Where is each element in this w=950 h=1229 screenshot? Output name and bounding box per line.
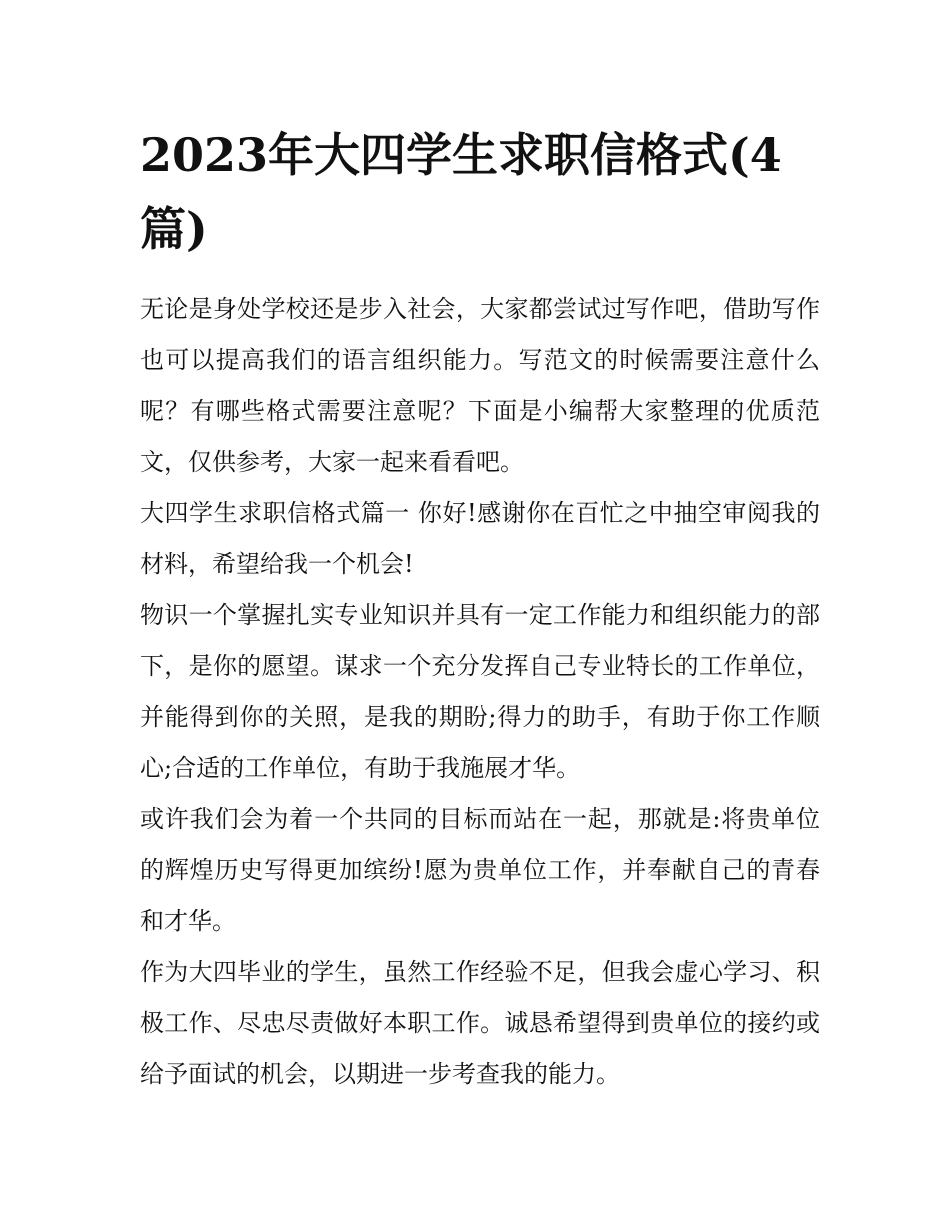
greeting-paragraph: 大四学生求职信格式篇一 你好!感谢你在百忙之中抽空审阅我的材料，希望给我一个机会! bbox=[140, 499, 820, 578]
document-title: 2023年大四学生求职信格式(4篇) bbox=[140, 128, 782, 256]
intro-paragraph: 无论是身处学校还是步入社会，大家都尝试过写作吧，借助写作也可以提高我们的语言组织能力。写范文的时候需要注意什么呢？有哪些格式需要注意呢？下面是小编帮大家整理的优质范文，仅供参考，大家一起来看看吧。 bbox=[140, 295, 820, 476]
body-paragraph-2: 或许我们会为着一个共同的目标而站在一起，那就是:将贵单位的辉煌历史写得更加缤纷!愿为贵单位工作，并奉献自己的青春和才华。 bbox=[140, 805, 820, 935]
body-paragraph-1: 物识一个掌握扎实专业知识并具有一定工作能力和组织能力的部下，是你的愿望。谋求一个充分发挥自己专业特长的工作单位，并能得到你的关照，是我的期盼;得力的助手，有助于你工作顺心;合适的工作单位，有助于我施展才华。 bbox=[140, 601, 820, 782]
document-page bbox=[140, 118, 820, 1100]
body-paragraph-3: 作为大四毕业的学生，虽然工作经验不足，但我会虚心学习、积极工作、尽忠尽责做好本职工作。诚恳希望得到贵单位的接约或给予面试的机会，以期进一步考查我的能力。 bbox=[140, 958, 820, 1088]
